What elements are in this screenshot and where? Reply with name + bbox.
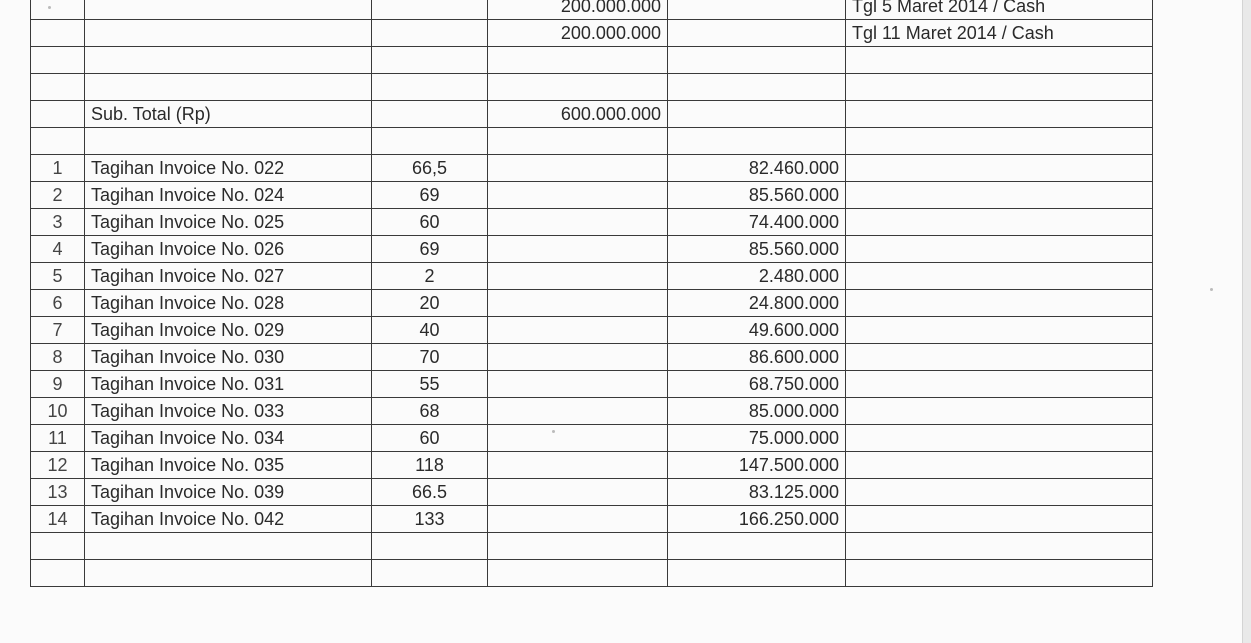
credit-amount-cell: 86.600.000 xyxy=(668,344,846,371)
description-cell xyxy=(85,20,372,47)
credit-amount-cell xyxy=(668,0,846,20)
table-row xyxy=(31,533,1153,560)
credit-amount-cell xyxy=(668,128,846,155)
description-cell: Tagihan Invoice No. 039 xyxy=(85,479,372,506)
table-row xyxy=(31,236,1153,263)
note-cell xyxy=(846,560,1153,587)
table-row xyxy=(31,20,1153,47)
credit-amount-cell xyxy=(668,20,846,47)
row-number-cell xyxy=(31,560,85,587)
row-number-cell: 6 xyxy=(31,290,85,317)
note-cell xyxy=(846,182,1153,209)
quantity-cell: 70 xyxy=(372,344,488,371)
quantity-cell: 66,5 xyxy=(372,155,488,182)
quantity-cell: 40 xyxy=(372,317,488,344)
description-cell: Tagihan Invoice No. 030 xyxy=(85,344,372,371)
scan-speck xyxy=(552,430,555,433)
credit-amount-cell: 68.750.000 xyxy=(668,371,846,398)
debit-amount-cell xyxy=(488,263,668,290)
quantity-cell: 55 xyxy=(372,371,488,398)
debit-amount-cell xyxy=(488,344,668,371)
row-number-cell: 8 xyxy=(31,344,85,371)
row-number-cell: 3 xyxy=(31,209,85,236)
description-cell: Tagihan Invoice No. 024 xyxy=(85,182,372,209)
description-cell xyxy=(85,533,372,560)
credit-amount-cell: 85.560.000 xyxy=(668,236,846,263)
credit-amount-cell xyxy=(668,74,846,101)
row-number-cell: 10 xyxy=(31,398,85,425)
debit-amount-cell: 200.000.000 xyxy=(488,0,668,20)
note-cell xyxy=(846,398,1153,425)
description-cell: Tagihan Invoice No. 034 xyxy=(85,425,372,452)
quantity-cell: 69 xyxy=(372,236,488,263)
debit-amount-cell xyxy=(488,155,668,182)
description-cell xyxy=(85,128,372,155)
table-row xyxy=(31,263,1153,290)
debit-amount-cell xyxy=(488,506,668,533)
table-row xyxy=(31,479,1153,506)
table-row xyxy=(31,290,1153,317)
row-number-cell: 14 xyxy=(31,506,85,533)
debit-amount-cell xyxy=(488,533,668,560)
row-number-cell: 5 xyxy=(31,263,85,290)
description-cell: Tagihan Invoice No. 022 xyxy=(85,155,372,182)
credit-amount-cell xyxy=(668,533,846,560)
invoice-ledger-table xyxy=(30,0,1153,587)
table-row xyxy=(31,0,1153,20)
quantity-cell xyxy=(372,47,488,74)
table-row xyxy=(31,560,1153,587)
credit-amount-cell: 83.125.000 xyxy=(668,479,846,506)
page-edge xyxy=(1242,0,1251,643)
quantity-cell: 60 xyxy=(372,209,488,236)
debit-amount-cell xyxy=(488,560,668,587)
description-cell: Tagihan Invoice No. 028 xyxy=(85,290,372,317)
row-number-cell: 2 xyxy=(31,182,85,209)
debit-amount-cell xyxy=(488,452,668,479)
ledger-body xyxy=(31,0,1153,587)
credit-amount-cell: 75.000.000 xyxy=(668,425,846,452)
description-cell: Tagihan Invoice No. 033 xyxy=(85,398,372,425)
quantity-cell xyxy=(372,101,488,128)
row-number-cell xyxy=(31,101,85,128)
debit-amount-cell xyxy=(488,74,668,101)
note-cell: Tgl 11 Maret 2014 / Cash xyxy=(846,20,1153,47)
note-cell xyxy=(846,209,1153,236)
row-number-cell: 1 xyxy=(31,155,85,182)
debit-amount-cell xyxy=(488,479,668,506)
quantity-cell xyxy=(372,0,488,20)
credit-amount-cell: 166.250.000 xyxy=(668,506,846,533)
note-cell xyxy=(846,263,1153,290)
row-number-cell: 7 xyxy=(31,317,85,344)
row-number-cell xyxy=(31,20,85,47)
table-row xyxy=(31,101,1153,128)
credit-amount-cell xyxy=(668,560,846,587)
quantity-cell: 66.5 xyxy=(372,479,488,506)
note-cell xyxy=(846,47,1153,74)
scan-speck xyxy=(1210,288,1213,291)
credit-amount-cell: 85.000.000 xyxy=(668,398,846,425)
credit-amount-cell: 49.600.000 xyxy=(668,317,846,344)
row-number-cell xyxy=(31,47,85,74)
description-cell: Tagihan Invoice No. 026 xyxy=(85,236,372,263)
table-row xyxy=(31,182,1153,209)
row-number-cell xyxy=(31,128,85,155)
row-number-cell: 11 xyxy=(31,425,85,452)
table-row xyxy=(31,506,1153,533)
debit-amount-cell xyxy=(488,236,668,263)
row-number-cell: 12 xyxy=(31,452,85,479)
quantity-cell xyxy=(372,74,488,101)
debit-amount-cell xyxy=(488,317,668,344)
row-number-cell: 13 xyxy=(31,479,85,506)
quantity-cell: 20 xyxy=(372,290,488,317)
table-row xyxy=(31,452,1153,479)
credit-amount-cell: 74.400.000 xyxy=(668,209,846,236)
note-cell xyxy=(846,128,1153,155)
credit-amount-cell: 82.460.000 xyxy=(668,155,846,182)
debit-amount-cell xyxy=(488,425,668,452)
description-cell xyxy=(85,560,372,587)
description-cell: Tagihan Invoice No. 025 xyxy=(85,209,372,236)
description-cell: Tagihan Invoice No. 042 xyxy=(85,506,372,533)
scan-speck xyxy=(48,6,51,9)
note-cell xyxy=(846,236,1153,263)
debit-amount-cell xyxy=(488,371,668,398)
table-row xyxy=(31,47,1153,74)
description-cell xyxy=(85,74,372,101)
description-cell xyxy=(85,0,372,20)
table-row xyxy=(31,344,1153,371)
quantity-cell: 60 xyxy=(372,425,488,452)
note-cell: Tgl 5 Maret 2014 / Cash xyxy=(846,0,1153,20)
description-cell: Tagihan Invoice No. 029 xyxy=(85,317,372,344)
debit-amount-cell xyxy=(488,47,668,74)
debit-amount-cell: 600.000.000 xyxy=(488,101,668,128)
note-cell xyxy=(846,452,1153,479)
debit-amount-cell: 200.000.000 xyxy=(488,20,668,47)
note-cell xyxy=(846,479,1153,506)
credit-amount-cell: 2.480.000 xyxy=(668,263,846,290)
table-row xyxy=(31,74,1153,101)
table-row xyxy=(31,128,1153,155)
credit-amount-cell: 85.560.000 xyxy=(668,182,846,209)
table-row xyxy=(31,425,1153,452)
credit-amount-cell xyxy=(668,101,846,128)
quantity-cell: 2 xyxy=(372,263,488,290)
quantity-cell xyxy=(372,128,488,155)
description-cell: Tagihan Invoice No. 035 xyxy=(85,452,372,479)
quantity-cell: 118 xyxy=(372,452,488,479)
quantity-cell xyxy=(372,20,488,47)
debit-amount-cell xyxy=(488,209,668,236)
quantity-cell: 68 xyxy=(372,398,488,425)
table-row xyxy=(31,155,1153,182)
row-number-cell: 4 xyxy=(31,236,85,263)
quantity-cell xyxy=(372,533,488,560)
note-cell xyxy=(846,290,1153,317)
credit-amount-cell: 147.500.000 xyxy=(668,452,846,479)
note-cell xyxy=(846,371,1153,398)
table-row xyxy=(31,371,1153,398)
note-cell xyxy=(846,155,1153,182)
row-number-cell xyxy=(31,0,85,20)
description-cell: Sub. Total (Rp) xyxy=(85,101,372,128)
quantity-cell: 133 xyxy=(372,506,488,533)
table-row xyxy=(31,398,1153,425)
row-number-cell: 9 xyxy=(31,371,85,398)
note-cell xyxy=(846,317,1153,344)
quantity-cell xyxy=(372,560,488,587)
note-cell xyxy=(846,344,1153,371)
description-cell: Tagihan Invoice No. 031 xyxy=(85,371,372,398)
debit-amount-cell xyxy=(488,128,668,155)
credit-amount-cell xyxy=(668,47,846,74)
debit-amount-cell xyxy=(488,182,668,209)
description-cell: Tagihan Invoice No. 027 xyxy=(85,263,372,290)
credit-amount-cell: 24.800.000 xyxy=(668,290,846,317)
table-row xyxy=(31,317,1153,344)
note-cell xyxy=(846,533,1153,560)
description-cell xyxy=(85,47,372,74)
debit-amount-cell xyxy=(488,290,668,317)
note-cell xyxy=(846,74,1153,101)
table-row xyxy=(31,209,1153,236)
row-number-cell xyxy=(31,533,85,560)
debit-amount-cell xyxy=(488,398,668,425)
note-cell xyxy=(846,425,1153,452)
note-cell xyxy=(846,101,1153,128)
row-number-cell xyxy=(31,74,85,101)
quantity-cell: 69 xyxy=(372,182,488,209)
note-cell xyxy=(846,506,1153,533)
